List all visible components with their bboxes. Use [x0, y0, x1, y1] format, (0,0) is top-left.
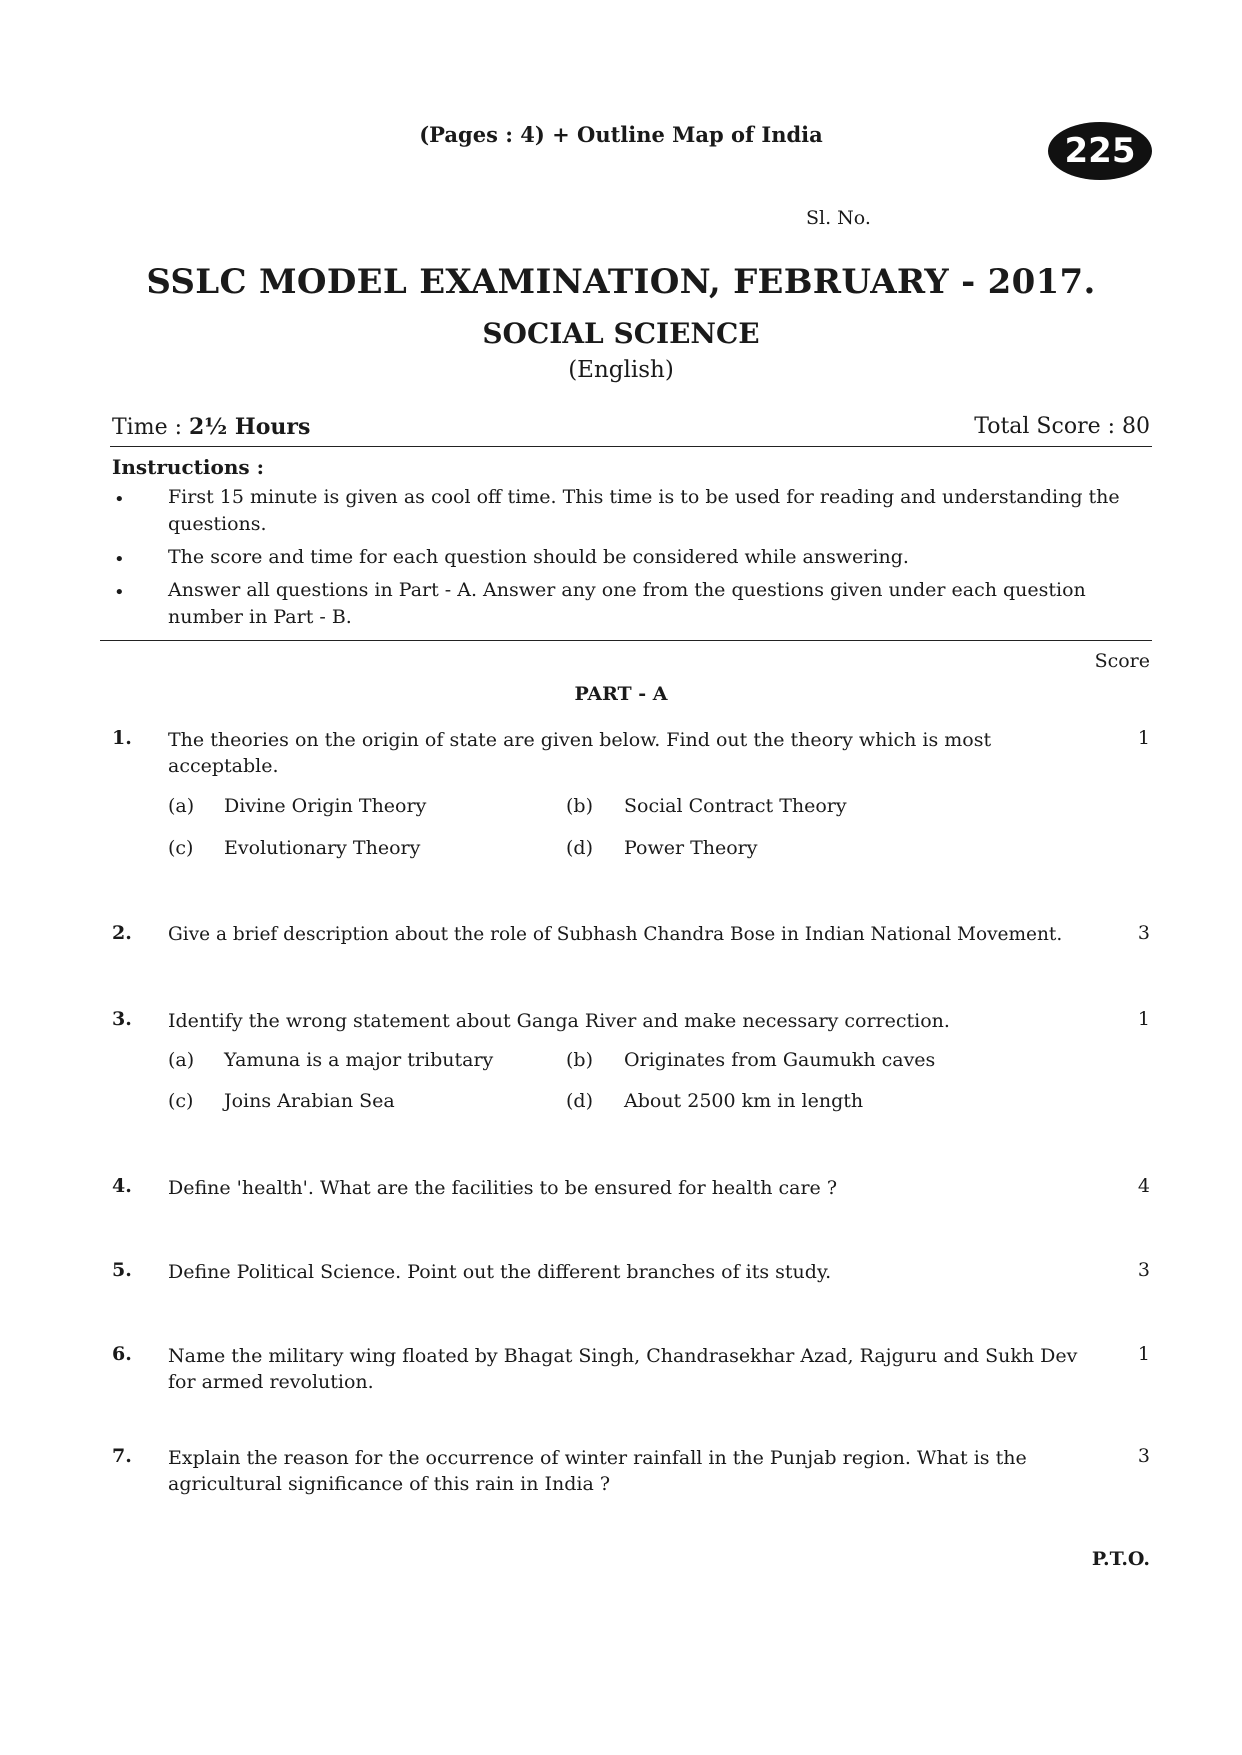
option-text: Divine Origin Theory [224, 795, 427, 817]
option-text: Yamuna is a major tributary [224, 1049, 494, 1071]
option-text: About 2500 km in length [624, 1090, 864, 1112]
instruction-item: The score and time for each question should be considered while answering. [168, 546, 909, 568]
question-score: 4 [1137, 1175, 1150, 1197]
bullet-icon: • [114, 549, 125, 570]
option-text: Social Contract Theory [624, 795, 847, 817]
question-text: The theories on the origin of state are given below. Find out the theory which is most acceptable. [168, 729, 992, 777]
exam-title: SSLC MODEL EXAMINATION, FEBRUARY - 2017. [146, 262, 1096, 302]
question-number: 5. [112, 1259, 132, 1281]
option-label: (d) [566, 1090, 593, 1112]
question-number: 1. [112, 727, 132, 749]
question-text: Name the military wing floated by Bhagat Singh, Chandrasekhar Azad, Rajguru and Sukh Dev for armed revolution. [168, 1345, 1078, 1393]
instruction-item: First 15 minute is given as cool off time. This time is to be used for reading and understanding the questions. [168, 486, 1120, 535]
bullet-icon: • [114, 489, 125, 510]
pages-info: (Pages : 4) + Outline Map of India [419, 122, 823, 147]
question-score: 1 [1137, 727, 1150, 749]
option-label: (d) [566, 837, 593, 859]
option-text: Joins Arabian Sea [224, 1090, 395, 1112]
option-label: (a) [168, 1049, 195, 1071]
question-text: Define Political Science. Point out the different branches of its study. [168, 1261, 832, 1283]
option-label: (b) [566, 795, 593, 817]
option-text: Power Theory [624, 837, 758, 859]
option-label: (b) [566, 1049, 593, 1071]
time-label: Time : [112, 415, 189, 440]
total-score: Total Score : 80 [974, 414, 1150, 439]
question-number: 4. [112, 1175, 132, 1197]
bullet-icon: • [114, 582, 125, 603]
time-allowed [112, 414, 310, 440]
question-text: Explain the reason for the occurrence of winter rainfall in the Punjab region. What is the agricultural significance of this rain in India ? [168, 1447, 1027, 1495]
question-score: 3 [1137, 1259, 1150, 1281]
serial-number-label: Sl. No. [806, 207, 871, 229]
option-label: (c) [168, 837, 194, 859]
instruction-item: Answer all questions in Part - A. Answer any one from the questions given under each question number in Part - B. [168, 579, 1086, 628]
time-value: 2½ Hours [189, 414, 311, 440]
question-score: 3 [1137, 1445, 1150, 1467]
question-score: 1 [1137, 1343, 1150, 1365]
question-number: 7. [112, 1445, 132, 1467]
header-divider [110, 446, 1152, 447]
medium-label: (English) [568, 357, 674, 383]
question-text: Identify the wrong statement about Ganga River and make necessary correction. [168, 1010, 950, 1032]
question-score: 3 [1137, 922, 1150, 944]
question-score: 1 [1137, 1008, 1150, 1030]
option-label: (c) [168, 1090, 194, 1112]
score-column-heading: Score [1094, 650, 1150, 672]
option-label: (a) [168, 795, 195, 817]
option-text: Originates from Gaumukh caves [624, 1049, 936, 1071]
instructions-heading: Instructions : [112, 455, 264, 479]
question-number: 3. [112, 1008, 132, 1030]
part-heading: PART - A [574, 683, 668, 705]
instructions-divider [100, 640, 1152, 641]
option-text: Evolutionary Theory [224, 837, 421, 859]
subject-title: SOCIAL SCIENCE [482, 317, 760, 350]
question-number: 2. [112, 922, 132, 944]
question-text: Give a brief description about the role of Subhash Chandra Bose in Indian National Movement. [168, 924, 1063, 945]
paper-code-badge: 225 [1048, 122, 1152, 180]
page-turn-over: P.T.O. [1091, 1548, 1150, 1570]
question-number: 6. [112, 1343, 132, 1365]
question-text: Define 'health'. What are the facilities to be ensured for health care ? [168, 1177, 838, 1199]
